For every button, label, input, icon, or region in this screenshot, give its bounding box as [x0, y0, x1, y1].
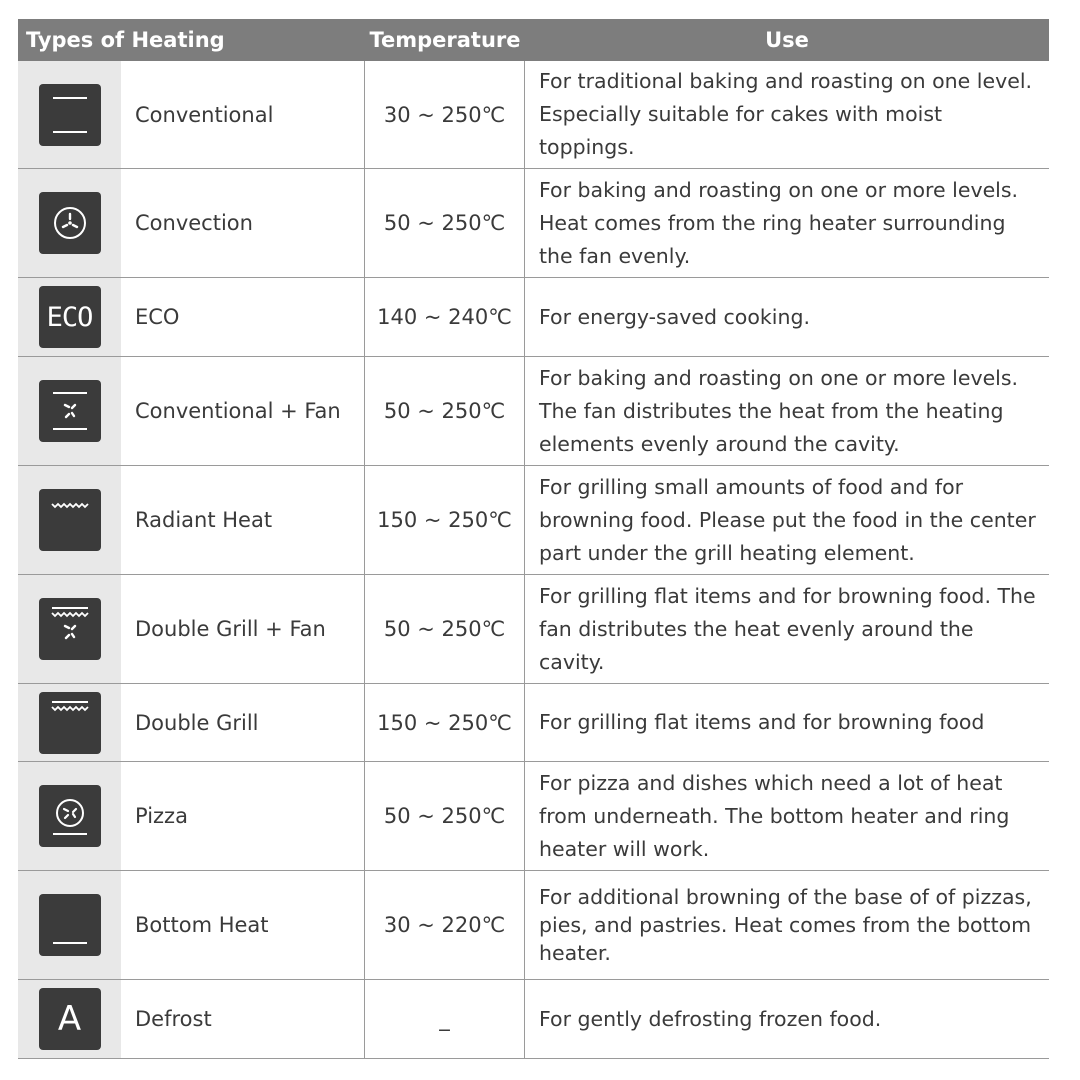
table-row	[18, 61, 1049, 169]
heating-type-name: Conventional + Fan	[121, 357, 365, 465]
bottom-heat-icon	[39, 894, 101, 956]
use-description: For additional browning of the base of of pizzas, pies, and pastries. Heat comes from the bottom heater.	[539, 885, 1032, 965]
temperature-range: 50 ~ 250℃	[365, 762, 525, 870]
use-description: For baking and roasting on one or more levels. The fan distributes the heat from the heating elements evenly around the cavity.	[539, 365, 1019, 456]
temperature-range: 50 ~ 250℃	[365, 357, 525, 465]
table-row	[18, 169, 1049, 278]
table-row	[18, 278, 1049, 357]
header-temperature: Temperature	[369, 28, 521, 52]
header-use: Use	[765, 28, 809, 52]
double-grill-icon	[39, 692, 101, 754]
heating-types-table	[18, 19, 1049, 1059]
conventional-icon	[39, 84, 101, 146]
heating-type-name: Convection	[121, 169, 365, 277]
use-description: For energy-saved cooking.	[539, 304, 810, 329]
temperature-range: 150 ~ 250℃	[365, 466, 525, 574]
use-description: For grilling small amounts of food and for browning food. Please put the food in the center part under the grill heating element.	[539, 474, 1036, 565]
heating-type-name: Conventional	[121, 61, 365, 168]
radiant-heat-icon	[39, 489, 101, 551]
table-row	[18, 357, 1049, 466]
temperature-range: _	[365, 980, 525, 1058]
conventional-fan-icon	[39, 380, 101, 442]
pizza-icon	[39, 785, 101, 847]
temperature-range: 140 ~ 240℃	[365, 278, 525, 356]
use-description: For gently defrosting frozen food.	[539, 1006, 882, 1031]
temperature-range: 50 ~ 250℃	[365, 169, 525, 277]
convection-icon	[39, 192, 101, 254]
temperature-range: 150 ~ 250℃	[365, 684, 525, 761]
heating-type-name: Double Grill	[121, 684, 365, 761]
table-header	[18, 19, 1049, 61]
defrost-icon: A	[39, 988, 101, 1050]
table-row	[18, 871, 1049, 980]
header-types-of-heating: Types of Heating	[26, 28, 225, 52]
use-description: For baking and roasting on one or more levels. Heat comes from the ring heater surrounding the fan evenly.	[539, 177, 1019, 268]
heating-type-name: Radiant Heat	[121, 466, 365, 574]
table-row	[18, 575, 1049, 684]
use-description: For pizza and dishes which need a lot of heat from underneath. The bottom heater and ring heater will work.	[539, 770, 1010, 861]
table-row	[18, 684, 1049, 762]
use-description: For traditional baking and roasting on one level. Especially suitable for cakes with moist toppings.	[539, 69, 1033, 159]
temperature-range: 30 ~ 250℃	[365, 61, 525, 168]
use-description: For grilling flat items and for browning food. The fan distributes the heat evenly around the cavity.	[539, 583, 1036, 674]
heating-type-name: Defrost	[121, 980, 365, 1058]
table-row	[18, 466, 1049, 575]
temperature-range: 50 ~ 250℃	[365, 575, 525, 683]
table-row	[18, 762, 1049, 871]
heating-type-name: Pizza	[121, 762, 365, 870]
heating-type-name: Double Grill + Fan	[121, 575, 365, 683]
double-grill-fan-icon	[39, 598, 101, 660]
heating-type-name: Bottom Heat	[121, 871, 365, 979]
temperature-range: 30 ~ 220℃	[365, 871, 525, 979]
heating-type-name: ECO	[121, 278, 365, 356]
eco-icon: ECO	[39, 286, 101, 348]
table-row	[18, 980, 1049, 1059]
use-description: For grilling flat items and for browning food	[539, 710, 985, 734]
